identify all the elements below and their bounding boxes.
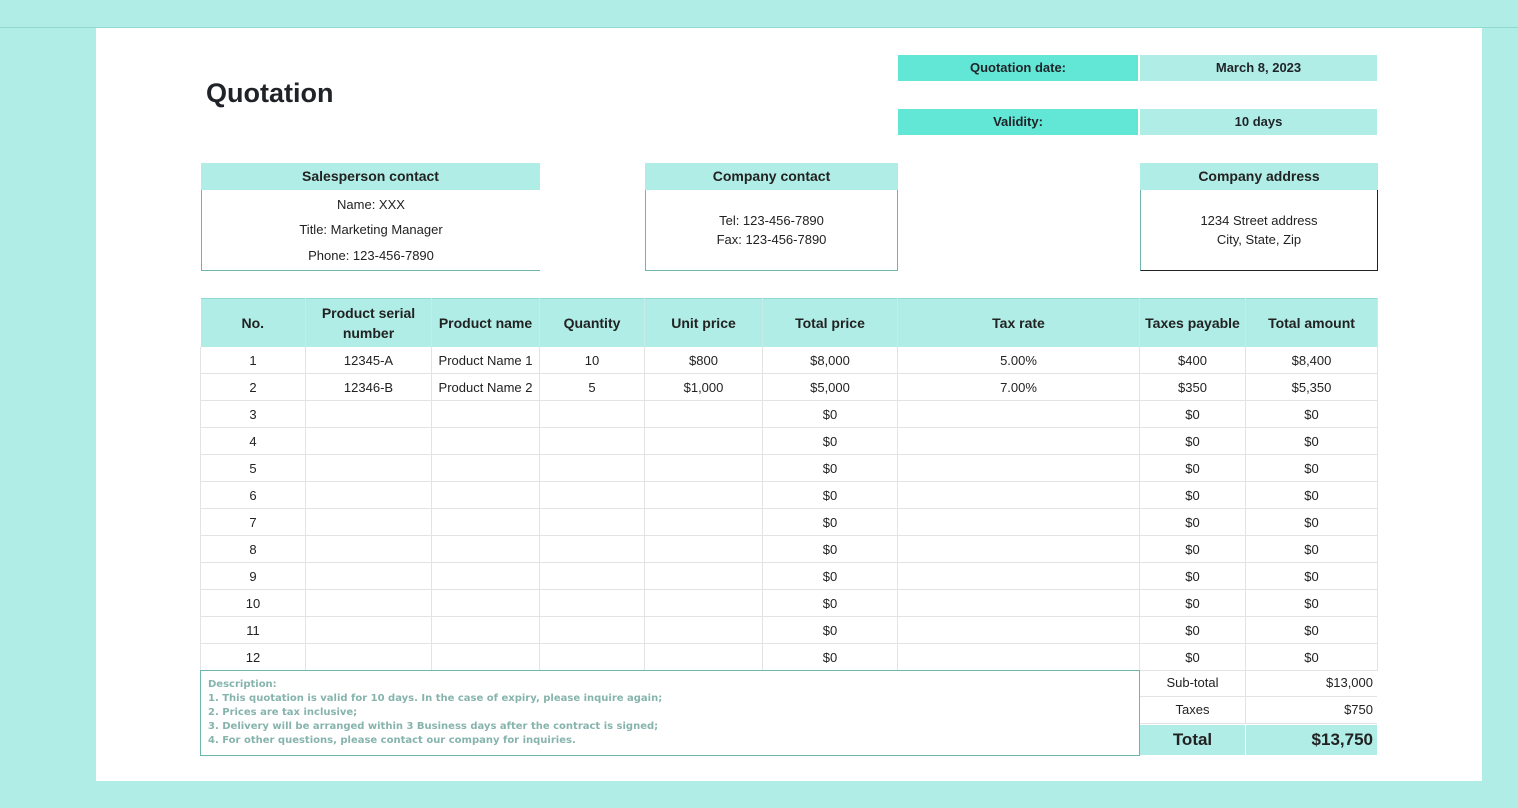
cell-serial[interactable] xyxy=(306,401,432,428)
salesperson-contact-block xyxy=(201,163,540,271)
cell-tax-rate[interactable] xyxy=(898,428,1140,455)
cell-serial[interactable] xyxy=(306,482,432,509)
salesperson-name[interactable]: Name: XXX xyxy=(337,197,405,213)
cell-unit-price[interactable] xyxy=(645,590,763,617)
table-row xyxy=(201,401,1378,428)
company-address-heading: Company address xyxy=(1140,163,1378,190)
cell-total-amount[interactable]: $0 xyxy=(1246,482,1378,509)
header-name: Product name xyxy=(432,299,540,348)
cell-unit-price[interactable] xyxy=(645,482,763,509)
cell-total-price[interactable]: $0 xyxy=(763,401,898,428)
cell-no[interactable]: 10 xyxy=(201,590,306,617)
table-row xyxy=(201,482,1378,509)
cell-unit-price[interactable]: $1,000 xyxy=(645,374,763,401)
cell-name[interactable] xyxy=(432,563,540,590)
cell-name[interactable] xyxy=(432,617,540,644)
cell-name[interactable] xyxy=(432,401,540,428)
cell-tax-rate[interactable]: 5.00% xyxy=(898,347,1140,374)
cell-total-amount[interactable]: $0 xyxy=(1246,563,1378,590)
description-line: 3. Delivery will be arranged within 3 Business days after the contract is signed; xyxy=(208,721,659,732)
cell-unit-price[interactable] xyxy=(645,509,763,536)
line-items-table xyxy=(200,298,1378,671)
cell-tax-rate[interactable] xyxy=(898,401,1140,428)
cell-serial[interactable] xyxy=(306,563,432,590)
header-unit-price: Unit price xyxy=(645,299,763,348)
cell-no[interactable]: 7 xyxy=(201,509,306,536)
validity-label: Validity: xyxy=(898,109,1138,135)
cell-unit-price[interactable] xyxy=(645,563,763,590)
cell-total-price[interactable]: $0 xyxy=(763,482,898,509)
cell-no[interactable]: 3 xyxy=(201,401,306,428)
cell-total-price[interactable]: $8,000 xyxy=(763,347,898,374)
cell-quantity[interactable] xyxy=(540,509,645,536)
cell-quantity[interactable] xyxy=(540,644,645,671)
cell-no[interactable]: 9 xyxy=(201,563,306,590)
cell-serial[interactable]: 12346-B xyxy=(306,374,432,401)
cell-quantity[interactable] xyxy=(540,536,645,563)
cell-taxes[interactable]: $0 xyxy=(1140,482,1246,509)
cell-no[interactable]: 1 xyxy=(201,347,306,374)
cell-unit-price[interactable]: $800 xyxy=(645,347,763,374)
table-row xyxy=(201,617,1378,644)
cell-serial[interactable] xyxy=(306,428,432,455)
cell-unit-price[interactable] xyxy=(645,536,763,563)
cell-name[interactable] xyxy=(432,455,540,482)
cell-no[interactable]: 6 xyxy=(201,482,306,509)
cell-no[interactable]: 2 xyxy=(201,374,306,401)
description-line: 4. For other questions, please contact our company for inquiries. xyxy=(208,735,576,746)
cell-total-price[interactable]: $0 xyxy=(763,536,898,563)
cell-total-price[interactable]: $5,000 xyxy=(763,374,898,401)
subtotal-label: Sub-total xyxy=(1140,670,1246,696)
taxes-value[interactable]: $750 xyxy=(1344,702,1373,717)
cell-taxes[interactable]: $0 xyxy=(1140,401,1246,428)
cell-quantity[interactable]: 10 xyxy=(540,347,645,374)
company-fax[interactable]: Fax: 123-456-7890 xyxy=(716,232,827,247)
header-serial: Product serial number xyxy=(306,299,432,348)
company-tel[interactable]: Tel: 123-456-7890 xyxy=(719,213,824,228)
cell-taxes[interactable]: $0 xyxy=(1140,509,1246,536)
cell-tax-rate[interactable] xyxy=(898,509,1140,536)
cell-quantity[interactable]: 5 xyxy=(540,374,645,401)
cell-total-amount[interactable]: $0 xyxy=(1246,455,1378,482)
taxes-row xyxy=(1140,697,1377,724)
cell-total-price[interactable]: $0 xyxy=(763,590,898,617)
quotation-date-label: Quotation date: xyxy=(898,55,1138,81)
cell-total-amount[interactable]: $0 xyxy=(1246,509,1378,536)
header-no: No. xyxy=(201,299,306,348)
salesperson-contact-body xyxy=(201,190,540,271)
cell-unit-price[interactable] xyxy=(645,644,763,671)
cell-serial[interactable] xyxy=(306,536,432,563)
cell-taxes[interactable]: $0 xyxy=(1140,455,1246,482)
company-street[interactable]: 1234 Street address xyxy=(1200,213,1318,228)
cell-taxes[interactable]: $0 xyxy=(1140,590,1246,617)
table-row xyxy=(201,374,1378,401)
cell-name[interactable] xyxy=(432,428,540,455)
header-tax-rate: Tax rate xyxy=(898,299,1140,348)
total-label: Total xyxy=(1140,725,1246,755)
cell-unit-price[interactable] xyxy=(645,617,763,644)
cell-name[interactable] xyxy=(432,644,540,671)
cell-taxes[interactable]: $0 xyxy=(1140,536,1246,563)
table-row xyxy=(201,536,1378,563)
cell-total-amount[interactable]: $0 xyxy=(1246,536,1378,563)
cell-quantity[interactable] xyxy=(540,617,645,644)
header-taxes: Taxes payable xyxy=(1140,299,1246,348)
cell-tax-rate[interactable] xyxy=(898,563,1140,590)
company-address-block xyxy=(1140,163,1378,271)
cell-quantity[interactable] xyxy=(540,590,645,617)
description-box[interactable] xyxy=(200,670,1140,756)
company-contact-heading: Company contact xyxy=(645,163,898,190)
cell-unit-price[interactable] xyxy=(645,428,763,455)
cell-taxes[interactable]: $0 xyxy=(1140,644,1246,671)
company-address-body xyxy=(1140,190,1378,271)
page-title: Quotation xyxy=(206,78,334,108)
cell-unit-price[interactable] xyxy=(645,455,763,482)
cell-tax-rate[interactable] xyxy=(898,617,1140,644)
salesperson-contact-heading: Salesperson contact xyxy=(201,163,540,190)
cell-quantity[interactable] xyxy=(540,401,645,428)
header-total-price: Total price xyxy=(763,299,898,348)
table-header-row xyxy=(201,299,1378,348)
company-contact-block xyxy=(645,163,898,271)
company-city[interactable]: City, State, Zip xyxy=(1216,232,1302,247)
table-row xyxy=(201,590,1378,617)
cell-no[interactable]: 12 xyxy=(201,644,306,671)
cell-total-price[interactable]: $0 xyxy=(763,644,898,671)
cell-taxes[interactable]: $350 xyxy=(1140,374,1246,401)
cell-serial[interactable] xyxy=(306,509,432,536)
cell-taxes[interactable]: $0 xyxy=(1140,563,1246,590)
cell-serial[interactable] xyxy=(306,617,432,644)
salesperson-phone[interactable]: Phone: 123-456-7890 xyxy=(308,247,434,263)
cell-serial[interactable] xyxy=(306,644,432,671)
cell-tax-rate[interactable] xyxy=(898,644,1140,671)
table-row xyxy=(201,347,1378,374)
cell-total-amount[interactable]: $8,400 xyxy=(1246,347,1378,374)
table-row xyxy=(201,644,1378,671)
salesperson-title[interactable]: Title: Marketing Manager xyxy=(299,222,443,238)
table-row xyxy=(201,428,1378,455)
cell-serial[interactable] xyxy=(306,455,432,482)
header-quantity: Quantity xyxy=(540,299,645,348)
cell-total-amount[interactable]: $0 xyxy=(1246,617,1378,644)
cell-no[interactable]: 5 xyxy=(201,455,306,482)
cell-total-amount[interactable]: $0 xyxy=(1246,428,1378,455)
cell-tax-rate[interactable] xyxy=(898,482,1140,509)
top-strip xyxy=(0,0,1518,28)
taxes-label: Taxes xyxy=(1140,697,1246,723)
cell-unit-price[interactable] xyxy=(645,401,763,428)
table-row xyxy=(201,563,1378,590)
header-total-amount: Total amount xyxy=(1246,299,1378,348)
cell-taxes[interactable]: $400 xyxy=(1140,347,1246,374)
cell-name[interactable] xyxy=(432,482,540,509)
total-value[interactable]: $13,750 xyxy=(1311,730,1373,749)
cell-quantity[interactable] xyxy=(540,428,645,455)
table-row xyxy=(201,455,1378,482)
description-line: 1. This quotation is valid for 10 days. In the case of expiry, please inquire again; xyxy=(208,693,663,704)
cell-total-amount[interactable]: $0 xyxy=(1246,590,1378,617)
description-label: Description: xyxy=(208,679,277,690)
cell-total-price[interactable]: $0 xyxy=(763,617,898,644)
validity-value[interactable]: 10 days xyxy=(1140,109,1377,135)
quotation-date-value[interactable]: March 8, 2023 xyxy=(1140,55,1377,81)
description-line: 2. Prices are tax inclusive; xyxy=(208,707,358,718)
cell-quantity[interactable] xyxy=(540,563,645,590)
cell-name[interactable] xyxy=(432,509,540,536)
cell-quantity[interactable] xyxy=(540,455,645,482)
cell-tax-rate[interactable] xyxy=(898,590,1140,617)
cell-tax-rate[interactable] xyxy=(898,536,1140,563)
subtotal-row xyxy=(1140,670,1377,697)
cell-total-price[interactable]: $0 xyxy=(763,455,898,482)
cell-no[interactable]: 4 xyxy=(201,428,306,455)
cell-total-price[interactable]: $0 xyxy=(763,509,898,536)
cell-tax-rate[interactable]: 7.00% xyxy=(898,374,1140,401)
cell-total-amount[interactable]: $0 xyxy=(1246,644,1378,671)
cell-serial[interactable] xyxy=(306,590,432,617)
cell-total-amount[interactable]: $0 xyxy=(1246,401,1378,428)
company-contact-body xyxy=(645,190,898,271)
cell-total-price[interactable]: $0 xyxy=(763,563,898,590)
cell-no[interactable]: 11 xyxy=(201,617,306,644)
cell-quantity[interactable] xyxy=(540,482,645,509)
cell-total-price[interactable]: $0 xyxy=(763,428,898,455)
cell-tax-rate[interactable] xyxy=(898,455,1140,482)
cell-name[interactable]: Product Name 1 xyxy=(432,347,540,374)
cell-name[interactable] xyxy=(432,590,540,617)
bottom-strip xyxy=(0,781,1518,808)
cell-serial[interactable]: 12345-A xyxy=(306,347,432,374)
cell-name[interactable] xyxy=(432,536,540,563)
cell-total-amount[interactable]: $5,350 xyxy=(1246,374,1378,401)
total-row xyxy=(1140,725,1377,755)
table-row xyxy=(201,509,1378,536)
cell-taxes[interactable]: $0 xyxy=(1140,617,1246,644)
cell-no[interactable]: 8 xyxy=(201,536,306,563)
cell-name[interactable]: Product Name 2 xyxy=(432,374,540,401)
cell-taxes[interactable]: $0 xyxy=(1140,428,1246,455)
subtotal-value[interactable]: $13,000 xyxy=(1326,675,1373,690)
